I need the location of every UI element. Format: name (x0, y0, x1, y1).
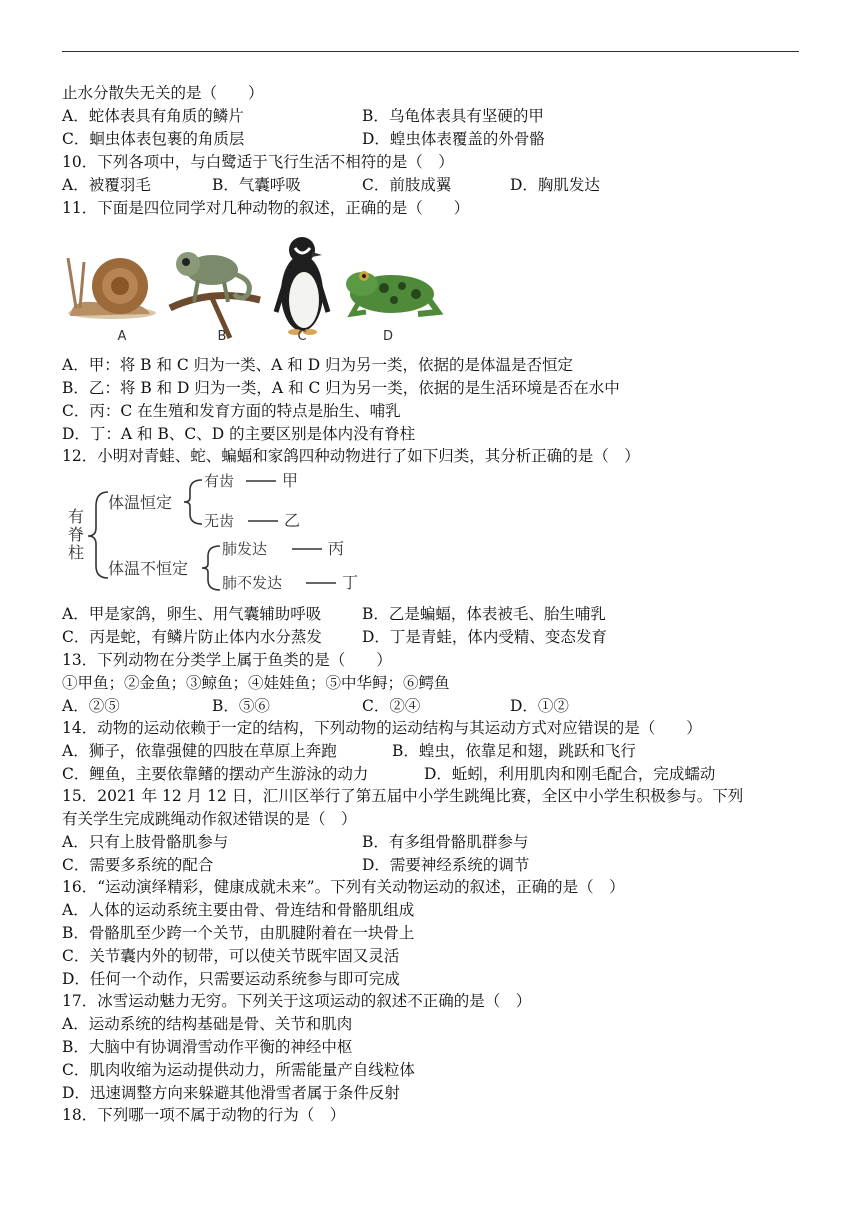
q10-option-c: C．前肢成翼 (362, 176, 452, 194)
q17-stem: 17．冰雪运动魅力无穷。下列关于这项运动的叙述不正确的是（ ） (62, 992, 532, 1010)
q17-option-a: A．运动系统的结构基础是骨、关节和肌肉 (62, 1015, 353, 1033)
q16-option-a: A．人体的运动系统主要由骨、骨连结和骨骼肌组成 (62, 901, 415, 919)
snail-image (68, 258, 156, 319)
q15-option-b: B．有多组骨骼肌群参与 (362, 833, 529, 851)
image-label-a: A (117, 329, 127, 344)
q14-option-d: D．蚯蚓，利用肌肉和刚毛配合，完成蠕动 (424, 765, 716, 783)
q14-option-a: A．狮子，依靠强健的四肢在草原上奔跑 (62, 742, 337, 760)
q15-option-d: D．需要神经系统的调节 (362, 856, 530, 874)
q13-option-d: D．①② (510, 697, 569, 715)
q17-option-d: D．迅速调整方向来躲避其他滑雪者属于条件反射 (62, 1084, 400, 1102)
q10-option-b: B．气囊呼吸 (212, 176, 301, 194)
q13-option-b: B．⑤⑥ (212, 697, 270, 715)
tree-leaf-lung-developed: 肺发达 (222, 540, 268, 558)
root-brace (88, 492, 108, 578)
penguin-image (276, 237, 328, 335)
q13-option-a: A．②⑤ (62, 697, 120, 715)
q12-option-c: C．丙是蛇，有鳞片防止体内水分蒸发 (62, 628, 322, 646)
q11-option-d: D．丁：A 和 B、C、D 的主要区别是体内没有脊柱 (62, 425, 416, 443)
q9-option-d: D．蝗虫体表覆盖的外骨骼 (362, 130, 545, 148)
q12-option-d: D．丁是青蛙，体内受精、变态发育 (362, 628, 607, 646)
variable-brace (202, 546, 220, 590)
tree-leaf-teeth: 有齿 (204, 472, 235, 490)
q9-option-b: B．乌龟体表具有坚硬的甲 (362, 107, 544, 125)
q17-option-c: C．肌肉收缩为运动提供动力，所需能量产自线粒体 (62, 1061, 415, 1079)
q13-option-c: C．②④ (362, 697, 421, 715)
q12-option-a: A．甲是家鸽，卵生、用气囊辅助呼吸 (62, 605, 322, 623)
q16-option-c: C．关节囊内外的韧带，可以使关节既牢固又灵活 (62, 947, 400, 965)
q9-option-c: C．蛔虫体表包裹的角质层 (62, 130, 245, 148)
tree-target-bing: 丙 (328, 539, 345, 558)
q11-stem: 11．下面是四位同学对几种动物的叙述，正确的是（ ） (62, 199, 470, 217)
q11-animal-images (62, 228, 462, 346)
q11-option-b: B．乙：将 B 和 D 归为一类，A 和 C 归为另一类，依据的是生活环境是否在水中 (62, 379, 620, 397)
tree-target-yi: 乙 (284, 511, 301, 530)
tree-variable-label: 体温不恒定 (108, 559, 189, 578)
q9-stem-tail: 止水分散失无关的是（ ） (62, 84, 264, 102)
constant-brace (184, 480, 202, 524)
q9-option-a: A．蛇体表具有角质的鳞片 (62, 107, 244, 125)
chameleon-image (170, 252, 260, 338)
frog-image (346, 271, 438, 314)
q14-stem: 14．动物的运动依赖于一定的结构，下列动物的运动结构与其运动方式对应错误的是（ ） (62, 719, 702, 737)
q17-option-b: B．大脑中有协调滑雪动作平衡的神经中枢 (62, 1038, 353, 1056)
q10-stem: 10．下列各项中，与白鹭适于飞行生活不相符的是（ ） (62, 153, 454, 171)
q14-option-c: C．鲤鱼，主要依靠鳍的摆动产生游泳的动力 (62, 765, 369, 783)
q12-option-b: B．乙是蝙蝠，体表被毛、胎生哺乳 (362, 605, 606, 623)
q13-items: ①甲鱼；②金鱼；③鲸鱼；④娃娃鱼；⑤中华鲟；⑥鳄鱼 (62, 674, 450, 692)
q16-stem: 16．“运动演绎精彩，健康成就未来”。下列有关动物运动的叙述，正确的是（ ） (62, 878, 625, 896)
image-label-b: B (217, 329, 227, 344)
q11-option-a: A．甲：将 B 和 C 归为一类、A 和 D 归为另一类，依据的是体温是否恒定 (62, 356, 574, 374)
q15-stem-line2: 有关学生完成跳绳动作叙述错误的是（ ） (62, 810, 357, 828)
tree-target-jia: 甲 (282, 471, 299, 490)
tree-leaf-no-teeth: 无齿 (204, 512, 235, 530)
tree-root-3: 柱 (67, 543, 85, 562)
q11-option-c: C．丙：C 在生殖和发育方面的特点是胎生、哺乳 (62, 402, 401, 420)
q10-option-a: A．被覆羽毛 (62, 176, 151, 194)
q12-stem: 12．小明对青蛙、蛇、蝙蝠和家鸽四种动物进行了如下归类，其分析正确的是（ ） (62, 447, 640, 465)
tree-root-2: 脊 (67, 525, 85, 544)
q13-stem: 13．下列动物在分类学上属于鱼类的是（ ） (62, 651, 392, 669)
header-rule (62, 51, 799, 52)
q15-option-c: C．需要多系统的配合 (62, 856, 214, 874)
q12-classification-tree (62, 470, 372, 600)
q15-stem-line1: 15．2021 年 12 月 12 日，汇川区举行了第五届中小学生跳绳比赛，全区中小学生积极参与。下列 (62, 787, 744, 805)
image-label-d: D (382, 329, 394, 344)
q18-stem: 18．下列哪一项不属于动物的行为（ ） (62, 1106, 346, 1124)
tree-root-1: 有 (67, 507, 85, 526)
q14-option-b: B．蝗虫，依靠足和翅，跳跃和飞行 (392, 742, 636, 760)
q10-option-d: D．胸肌发达 (510, 176, 600, 194)
tree-constant-label: 体温恒定 (108, 493, 173, 512)
q16-option-d: D．任何一个动作，只需要运动系统参与即可完成 (62, 970, 400, 988)
image-label-c: C (297, 329, 307, 344)
q16-option-b: B．骨骼肌至少跨一个关节，由肌腱附着在一块骨上 (62, 924, 415, 942)
tree-target-ding: 丁 (342, 573, 359, 592)
tree-leaf-lung-undeveloped: 肺不发达 (222, 574, 283, 592)
q15-option-a: A．只有上肢骨骼肌参与 (62, 833, 229, 851)
